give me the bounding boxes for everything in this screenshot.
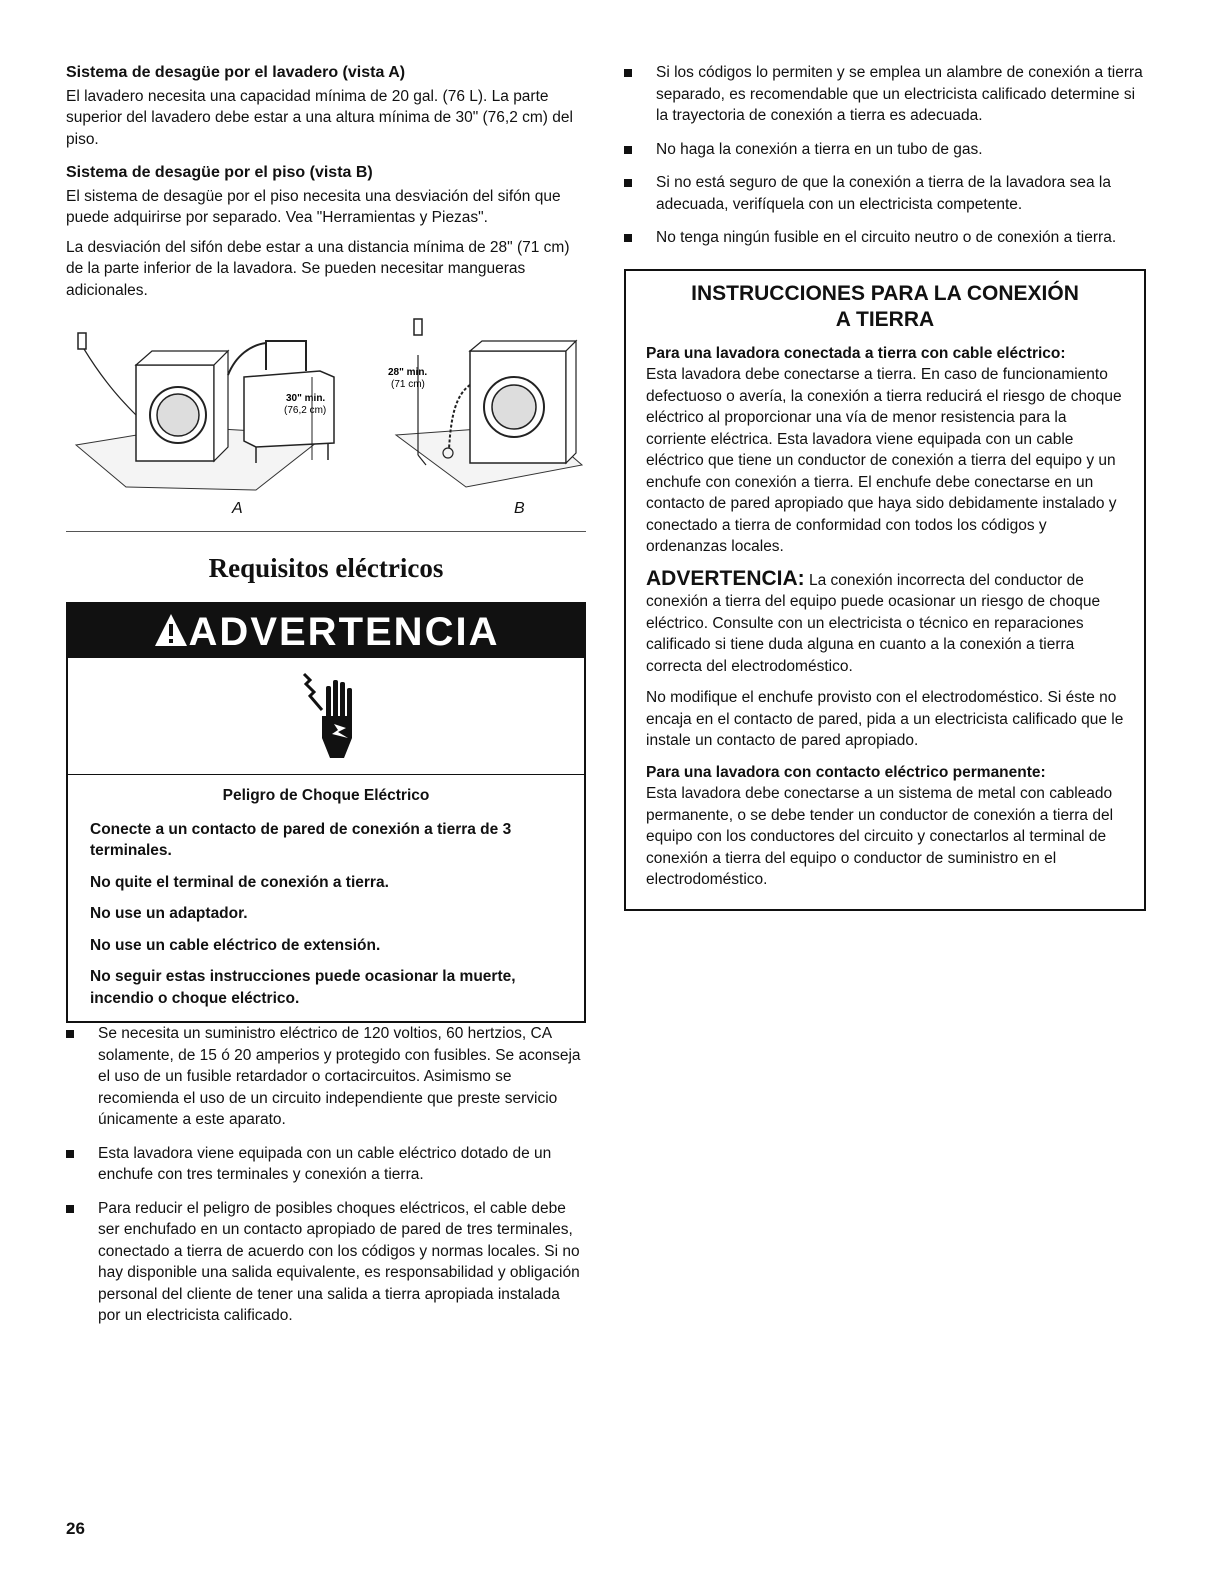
list-item: No tenga ningún fusible en el circuito neutro o de conexión a tierra. bbox=[624, 227, 1146, 249]
plug-modify-text: No modifique el enchufe provisto con el electrodoméstico. Si éste no encaja en el contacto de pared, pida a un electricista calificado que le instale un contacto de pared apropiado. bbox=[646, 689, 1124, 749]
left-column bbox=[66, 62, 586, 1339]
warning-line: No seguir estas instrucciones puede ocasionar la muerte, incendio o choque eléctrico. bbox=[90, 968, 516, 1007]
warning-header bbox=[68, 604, 584, 658]
section-a-text: El lavadero necesita una capacidad mínima de 20 gal. (76 L). La parte superior del lavadero debe estar a una altura mínima de 30" (76,2 cm) del piso. bbox=[66, 87, 573, 148]
warning-triangle-icon bbox=[153, 606, 189, 665]
list-item: Para reducir el peligro de posibles choques eléctricos, el cable debe ser enchufado en un contacto apropiado de pared de tres terminales, conectado a tierra de acuerdo con los códigos y normas locales. Si no hay disponible una salida equivalente, es responsabilidad y obligación personal del cliente de tener una salida a tierra apropiada instalada por un electricista calificado. bbox=[66, 1198, 586, 1327]
warning-line: No quite el terminal de conexión a tierra. bbox=[90, 873, 389, 891]
warning-body bbox=[68, 775, 584, 1021]
grounding-instructions-box bbox=[624, 269, 1146, 911]
square-bullet-icon bbox=[66, 1030, 74, 1038]
hazard-title: Peligro de Choque Eléctrico bbox=[222, 787, 430, 804]
warning-line: No use un adaptador. bbox=[90, 905, 248, 922]
cord-connected-subtitle: Para una lavadora conectada a tierra con cable eléctrico: bbox=[646, 344, 1066, 362]
square-bullet-icon bbox=[624, 234, 632, 242]
grounding-bullet-list bbox=[624, 62, 1146, 249]
right-column bbox=[624, 62, 1146, 911]
square-bullet-icon bbox=[66, 1205, 74, 1213]
permanent-connection-subtitle: Para una lavadora con contacto eléctrico permanente: bbox=[646, 763, 1046, 781]
figure-label-a: A bbox=[232, 500, 243, 517]
square-bullet-icon bbox=[624, 146, 632, 154]
figure-a-measure-2: (76,2 cm) bbox=[284, 405, 327, 416]
square-bullet-icon bbox=[66, 1150, 74, 1158]
warning-box bbox=[66, 602, 586, 1023]
electric-shock-hand-icon bbox=[300, 666, 360, 766]
section-b-text-1: El sistema de desagüe por el piso necesita una desviación del sifón que puede adquirirse por separado. Vea "Herramientas y Piezas". bbox=[66, 187, 561, 226]
list-item: Se necesita un suministro eléctrico de 120 voltios, 60 hertzios, CA solamente, de 15 ó 20 amperios y protegido con fusibles. Se aconseja el uso de un fusible retardador o cortacircuitos. Asimismo se recomienda el uso de un circuito independiente que preste servicio únicamente a este aparato. bbox=[66, 1023, 586, 1131]
warning-line: Conecte a un contacto de pared de conexión a tierra de 3 terminales. bbox=[90, 820, 512, 859]
grounding-warning-text: ADVERTENCIA: La conexión incorrecta del conductor de conexión a tierra del equipo puede ocasionar un riesgo de choque eléctrico. Consulte con un electricista o técnico en reparaciones calificado si tiene duda alguna en cuanto a la conexión a tierra correcta del electrodoméstico. bbox=[646, 566, 1101, 675]
list-item: No haga la conexión a tierra en un tubo de gas. bbox=[624, 139, 1146, 161]
drain-figure bbox=[66, 315, 586, 515]
list-item: Si los códigos lo permiten y se emplea un alambre de conexión a tierra separado, es recomendable que un electricista calificado determine si la trayectoria de conexión a tierra es adecuada. bbox=[624, 62, 1146, 127]
square-bullet-icon bbox=[624, 69, 632, 77]
square-bullet-icon bbox=[624, 179, 632, 187]
cord-connected-text: Esta lavadora debe conectarse a tierra. En caso de funcionamiento defectuoso o avería, la conexión a tierra reducirá el riesgo de choque eléctrico al proporcionar una vía de menor resistencia para la corriente eléctrica. Esta lavadora viene equipada con un cable eléctrico que tiene un conductor de conexión a tierra del equipo y un enchufe con conexión a tierra. El enchufe debe conectarse en un contacto de pared apropiado que haya sido debidamente instalado y conectado a tierra de conformidad con todos los códigos y ordenanzas locales. bbox=[646, 366, 1122, 555]
warning-icon-row bbox=[68, 658, 584, 775]
grounding-title: INSTRUCCIONES PARA LA CONEXIÓN A TIERRA bbox=[691, 281, 1079, 331]
warning-heading: ADVERTENCIA bbox=[188, 610, 500, 654]
warning-line: No use un cable eléctrico de extensión. bbox=[90, 936, 381, 954]
figure-a-measure-1: 30" min. bbox=[286, 393, 326, 404]
drain-illustration bbox=[66, 315, 586, 495]
electrical-requirements-title: Requisitos eléctricos bbox=[208, 553, 444, 583]
figure-label-b: B bbox=[514, 500, 525, 517]
section-a-title: Sistema de desagüe por el lavadero (vista A) bbox=[66, 64, 406, 81]
warning-label: ADVERTENCIA: bbox=[646, 566, 805, 590]
list-item: Si no está seguro de que la conexión a tierra de la lavadora sea la adecuada, verifíquela con un electricista competente. bbox=[624, 172, 1146, 215]
permanent-connection-text: Esta lavadora debe conectarse a un sistema de metal con cableado permanente, o se debe tender un conductor de conexión a tierra del equipo con los conductores del circuito y conectarlos al terminal de conexión a tierra del equipo o conductor de suministro en el electrodoméstico. bbox=[646, 785, 1114, 888]
figure-b-measure-1: 28" min. bbox=[388, 367, 428, 378]
list-item: Esta lavadora viene equipada con un cable eléctrico dotado de un enchufe con tres terminales y conexión a tierra. bbox=[66, 1143, 586, 1186]
section-b-text-2: La desviación del sifón debe estar a una distancia mínima de 28" (71 cm) de la parte inferior de la lavadora. Se pueden necesitar mangueras adicionales. bbox=[66, 238, 570, 299]
section-b-title: Sistema de desagüe por el piso (vista B) bbox=[66, 164, 373, 181]
page-number: 26 bbox=[66, 1519, 85, 1538]
figure-b-measure-2: (71 cm) bbox=[391, 379, 425, 390]
electrical-bullet-list bbox=[66, 1023, 586, 1327]
section-divider bbox=[66, 531, 586, 532]
